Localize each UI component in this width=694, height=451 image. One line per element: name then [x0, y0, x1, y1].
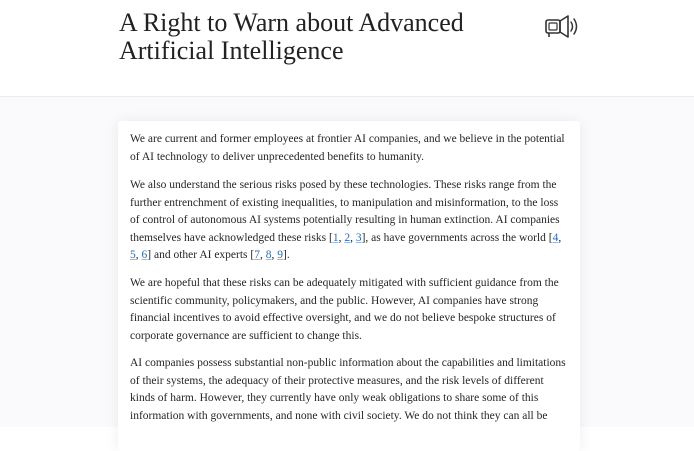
paragraph-text: We also understand the serious risks posed by these technologies. These risks range from the further entrenchment of existing inequalities, to manipulation and misinformation, to the loss of control of autonomous AI systems potentially resulting in human extinction. AI companies themselves have acknowledged these risks: [130, 179, 560, 244]
citation-link[interactable]: 7: [254, 249, 261, 261]
citation-link[interactable]: 1: [332, 231, 339, 244]
paragraph-text: , as have governments across the world: [365, 231, 549, 244]
citation-bracket: [: [328, 231, 333, 244]
megaphone-speaker-icon: [544, 14, 580, 40]
citation-separator: ,: [338, 231, 345, 244]
letter-paragraph-4: AI companies possess substantial non-public information about the capabilities and limitations of their systems, the adequacy of their protective measures, and the risk levels of different kinds of harm. However, they currently have only weak obligations to share some of this information with governments, and none with civil society. We do not think they can all be: [130, 357, 566, 422]
citation-link[interactable]: 4: [552, 231, 559, 244]
citation-separator: ,: [271, 249, 278, 261]
citation-bracket: [: [548, 231, 553, 244]
paragraph-text: .: [286, 249, 290, 261]
page-title: A Right to Warn about Advanced Artificial Intelligence: [119, 8, 464, 65]
citation-separator: ,: [558, 231, 562, 244]
citation-bracket: ]: [147, 249, 152, 261]
paragraph-text: and other AI experts: [151, 249, 251, 261]
letter-paragraph-3: We are hopeful that these risks can be adequately mitigated with sufficient guidance from the scientific community, policymakers, and the public. However, AI companies have strong financial incentives to avoid effective oversight, and we do not believe bespoke structures of corporate governance are sufficient to change this.: [130, 277, 559, 342]
letter-card: [118, 121, 580, 451]
citation-separator: ,: [135, 249, 142, 261]
citation-bracket: ]: [283, 249, 287, 261]
site-header: [0, 0, 694, 97]
citation-bracket: ]: [361, 231, 366, 244]
citation-link[interactable]: 5: [130, 249, 136, 261]
letter-paragraph-1: We are current and former employees at frontier AI companies, and we believe in the potential of AI technology to deliver unprecedented benefits to humanity.: [130, 133, 565, 163]
citation-separator: ,: [350, 231, 356, 244]
letter-paragraph-2: [130, 177, 570, 265]
citation-link[interactable]: 2: [344, 231, 351, 244]
citation-separator: ,: [260, 249, 266, 261]
citation-link[interactable]: 8: [265, 249, 272, 261]
citation-link[interactable]: 9: [277, 249, 284, 261]
citation-link[interactable]: 6: [141, 249, 148, 261]
read-aloud-button[interactable]: [544, 14, 580, 40]
citation-bracket: [: [250, 249, 255, 261]
citation-link[interactable]: 3: [355, 231, 362, 244]
